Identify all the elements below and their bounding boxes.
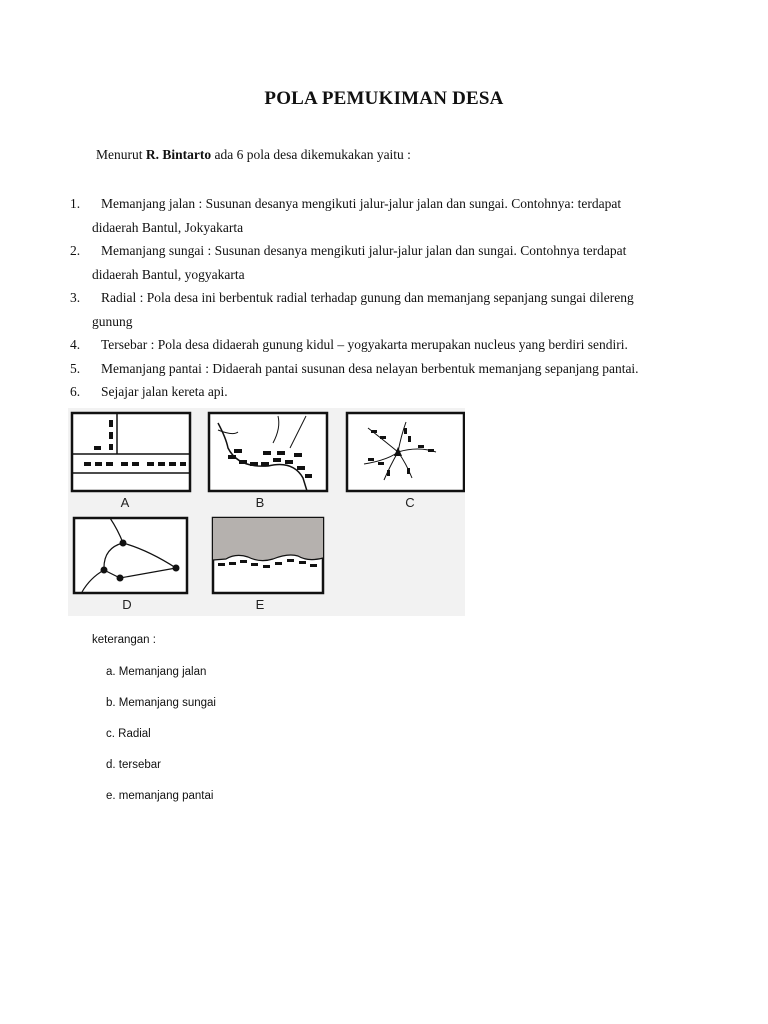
list-text: Radial : Pola desa ini berbentuk radial terhadap gunung dan memanjang sepanjang sungai dilereng [101, 290, 634, 305]
panel-e-sea [213, 518, 323, 561]
list-text-continued: gunung [92, 313, 133, 329]
list-item [70, 333, 680, 357]
notes-item: b. Memanjang sungai [106, 697, 216, 709]
list-number: 6. [70, 384, 81, 399]
intro-author: R. Bintarto [145, 147, 212, 162]
list-item [70, 357, 680, 381]
panel-b-label: B [255, 495, 265, 510]
list-item [70, 192, 680, 239]
panel-e-label: E [255, 597, 265, 612]
list-number: 1. [70, 196, 81, 211]
list-number: 3. [70, 290, 81, 305]
list-text: Memanjang sungai : Susunan desanya mengikuti jalur-jalur jalan dan sungai. Contohnya terdapat [101, 243, 627, 258]
list-text: Memanjang jalan : Susunan desanya mengikuti jalur-jalur jalan dan sungai. Contohnya: terdapat [101, 196, 622, 211]
panel-d-frame [74, 518, 187, 593]
list-number: 2. [70, 243, 81, 258]
notes-item: e. memanjang pantai [106, 790, 214, 802]
intro-paragraph [96, 147, 411, 163]
settlement-pattern-diagram [68, 408, 465, 616]
panel-a-label: A [120, 495, 130, 510]
panel-a-frame [72, 413, 190, 491]
list-number: 4. [70, 337, 81, 352]
list-text: Sejajar jalan kereta api. [101, 384, 228, 399]
intro-suffix: ada 6 pola desa dikemukakan yaitu : [211, 147, 411, 162]
page-title: POLA PEMUKIMAN DESA [264, 88, 504, 109]
list-text: Tersebar : Pola desa didaerah gunung kidul – yogyakarta merupakan nucleus yang berdiri sendiri. [101, 337, 628, 352]
list-text-continued: didaerah Bantul, yogyakarta [92, 266, 245, 282]
panel-c-label: C [405, 495, 415, 510]
list-text: Memanjang pantai : Didaerah pantai susunan desa nelayan berbentuk memanjang sepanjang pantai. [101, 360, 639, 376]
notes-item: d. tersebar [106, 759, 161, 771]
notes-heading: keterangan : [92, 634, 156, 646]
list-item [70, 239, 680, 286]
notes-item: a. Memanjang jalan [106, 666, 207, 678]
notes-item: c. Radial [106, 728, 151, 740]
panel-d-label: D [122, 597, 132, 612]
intro-prefix: Menurut [96, 147, 146, 162]
list-text-continued: didaerah Bantul, Jokyakarta [92, 219, 244, 235]
list-item [70, 380, 680, 404]
list-number: 5. [70, 360, 81, 376]
list-item [70, 286, 680, 333]
settlement-pattern-list [70, 192, 680, 404]
